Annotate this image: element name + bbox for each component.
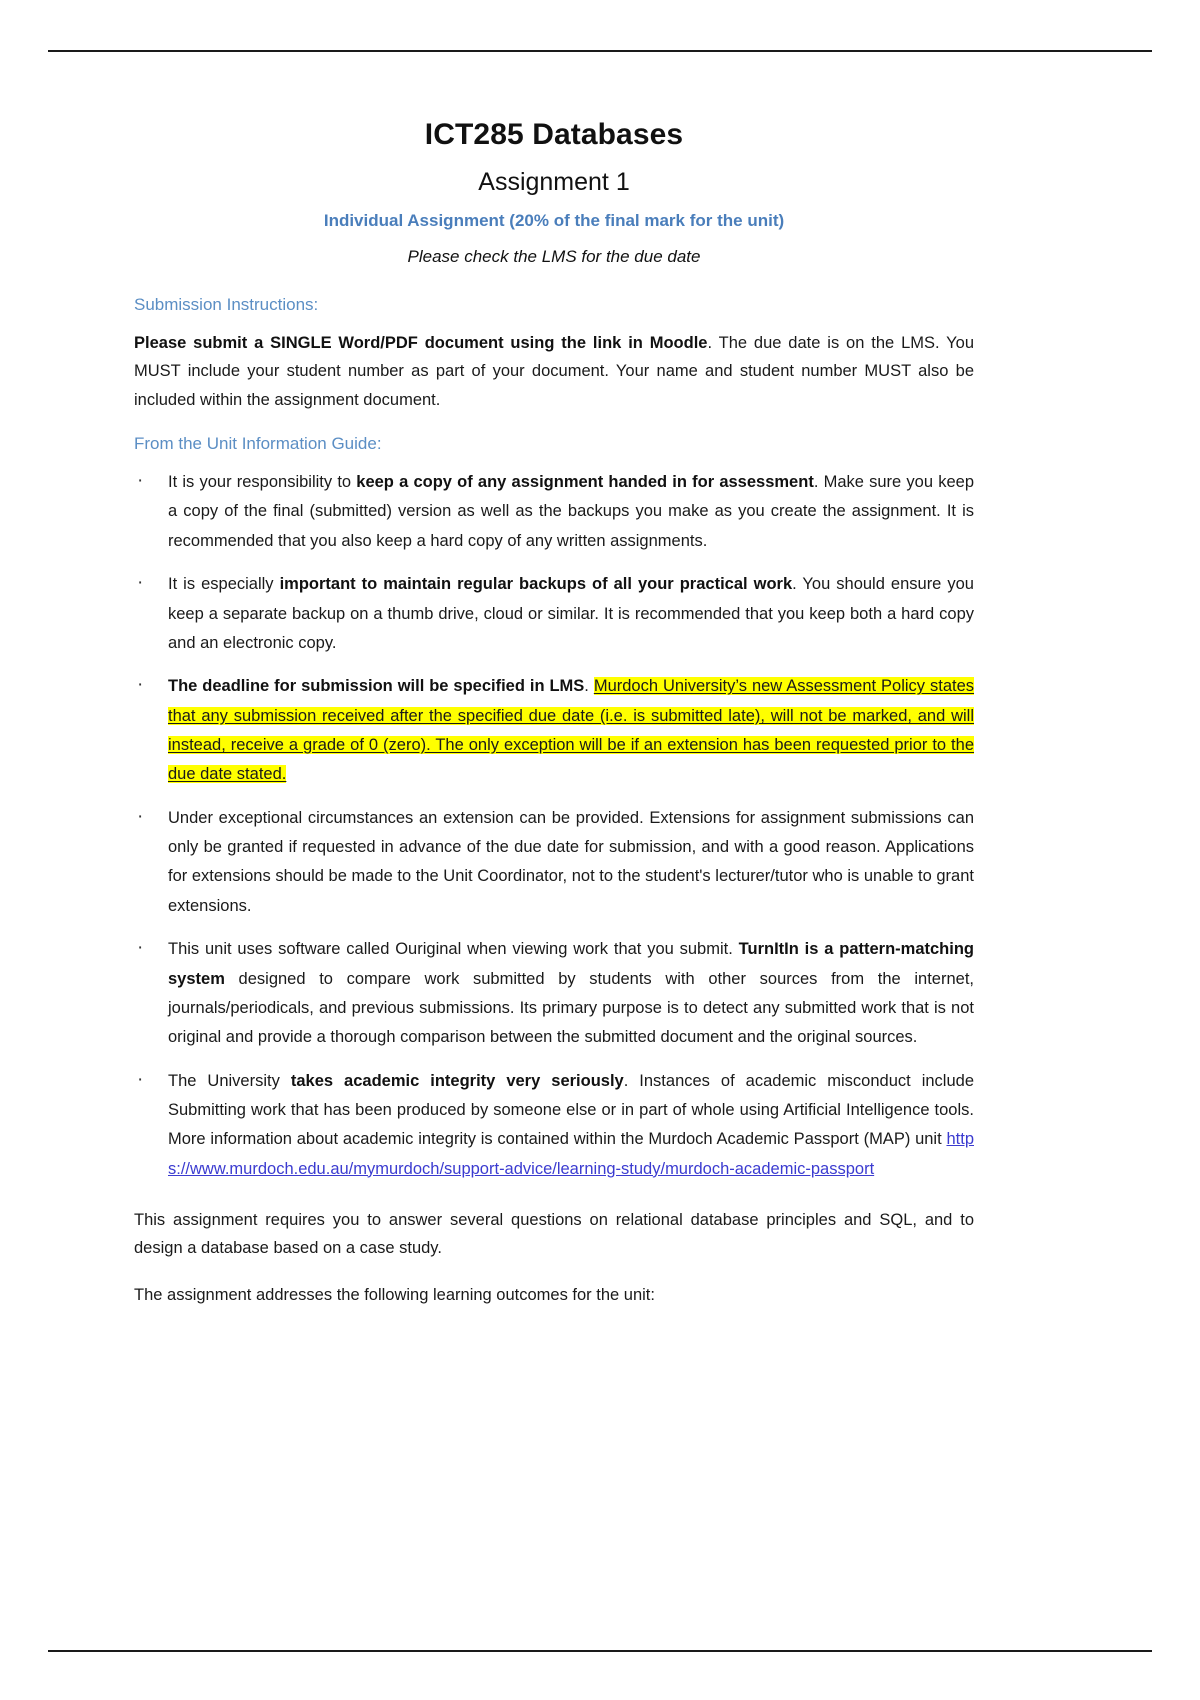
- list-item-academic-integrity: [134, 1067, 974, 1184]
- document-body: [134, 118, 974, 1325]
- bullet-lead: The University: [168, 1071, 291, 1090]
- bullet-tail: designed to compare work submitted by students with other sources from the internet, journals/periodicals, and previous submissions. Its primary purpose is to detect any submitted work that is not original and provide a thorough comparison between the submitted document and the original sources.: [168, 969, 974, 1047]
- bullet-tail: . Make sure you keep a copy of the final (submitted) version as well as the backups you make as you create the assignment. It is recommended that you also keep a hard copy of any written assignments.: [168, 473, 974, 550]
- list-item: [134, 804, 974, 921]
- bullet-lead: This unit uses software called Ouriginal when viewing work that you submit.: [168, 940, 739, 959]
- bullet-lead: It is especially: [168, 575, 280, 594]
- list-item-deadline: [134, 672, 974, 789]
- submission-instructions-paragraph: [134, 329, 974, 414]
- bullet-tail: . You should ensure you keep a separate backup on a thumb drive, cloud or similar. It is recommended that you keep both a hard copy and an electronic copy.: [168, 575, 974, 652]
- list-item: [134, 468, 974, 556]
- bullet-tail: .: [584, 677, 594, 696]
- list-item: [134, 570, 974, 658]
- page-title: ICT285 Databases: [424, 118, 684, 151]
- murdoch-academic-passport-link[interactable]: https://www.murdoch.edu.au/mymurdoch/support-advice/learning-study/murdoch-academic-passport: [168, 1130, 974, 1178]
- submission-rest: . The due date is on the LMS. You MUST include your student number as part of your document. Your name and student number MUST also be included within the assignment document.: [134, 334, 974, 409]
- bullet-bold: The deadline for submission will be specified in LMS: [168, 677, 585, 696]
- assignment-weighting: Individual Assignment (20% of the final mark for the unit): [323, 211, 785, 230]
- list-item: [134, 935, 974, 1052]
- bullet-plain: Under exceptional circumstances an extension can be provided. Extensions for assignment submissions can only be granted if requested in advance of the due date for submission, and with a good reason. Applications for extensions should be made to the Unit Coordinator, not to the student's lecturer/tutor who is unable to grant extensions.: [168, 808, 974, 915]
- bullet-tail: . Instances of academic misconduct include Submitting work that has been produced by someone else or in part of whole using Artificial Intelligence tools. More information about academic integrity is contained within the Murdoch Academic Passport (MAP) unit: [168, 1071, 974, 1149]
- due-date-note: Please check the LMS for the due date: [407, 247, 701, 266]
- submission-bold-lead: Please submit a SINGLE Word/PDF document using the link in Moodle: [134, 334, 708, 352]
- bullet-bold: takes academic integrity very seriously: [290, 1071, 624, 1090]
- unit-guide-bullet-list: [134, 468, 974, 1184]
- closing-paragraph-1: This assignment requires you to answer several questions on relational database principles and SQL, and to design a database based on a case study.: [134, 1211, 974, 1258]
- bullet-bold: keep a copy of any assignment handed in for assessment: [356, 473, 814, 492]
- footer-rule: [48, 1650, 1152, 1652]
- header-rule: [48, 50, 1152, 52]
- highlighted-policy-text: Murdoch University’s new Assessment Policy states that any submission received after the specified due date (i.e. is submitted late), will not be marked, and will instead, receive a grade of 0 (zero). The only exception will be if an extension has been requested prior to the due date stated.: [168, 677, 975, 784]
- bullet-lead: It is your responsibility to: [168, 473, 357, 492]
- unit-information-guide-heading: From the Unit Information Guide:: [134, 434, 382, 454]
- bullet-bold: TurnItIn is a pattern-matching system: [168, 940, 974, 988]
- assignment-subtitle: Assignment 1: [478, 168, 630, 196]
- submission-instructions-heading: Submission Instructions:: [134, 295, 319, 314]
- bullet-bold: important to maintain regular backups of all your practical work: [279, 575, 793, 594]
- closing-paragraph-2: The assignment addresses the following learning outcomes for the unit:: [134, 1285, 655, 1304]
